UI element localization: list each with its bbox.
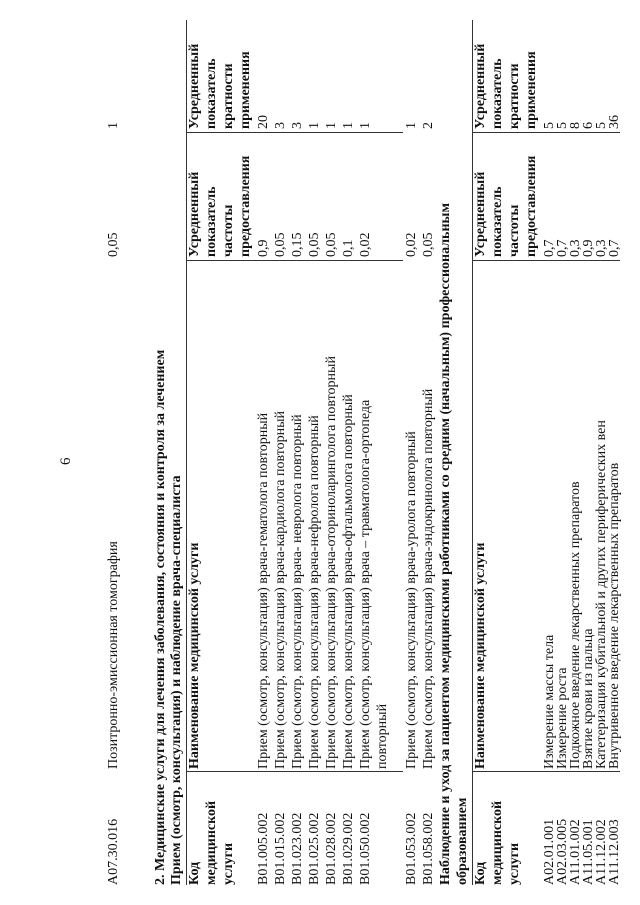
multiplicity-value: 20 (256, 115, 271, 129)
header-code: Код медицинской услуги (187, 800, 236, 885)
multiplicity-value: 8 (568, 122, 583, 129)
service-name: Прием (осмотр, консультация) врача-офтальмолога повторный (341, 394, 356, 769)
table-row (289, 20, 306, 885)
header-multiplicity: Усредненный показатель кратности применения (187, 43, 253, 129)
service-name: Измерение роста (555, 667, 570, 769)
service-code: A11.12.002 (594, 819, 609, 885)
multiplicity-value: 6 (581, 122, 596, 129)
table-row (403, 20, 420, 885)
table-row (306, 20, 323, 885)
table-row (323, 20, 340, 885)
frequency-value: 0,1 (341, 239, 356, 257)
service-code: B01.025.002 (307, 812, 322, 885)
frequency-value: 0,7 (542, 239, 557, 257)
frequency-value: 0,02 (358, 232, 373, 257)
table-row (340, 20, 357, 885)
frequency-value: 0,05 (421, 232, 436, 257)
header-frequency: Усредненный показатель частоты предоставления (473, 155, 539, 257)
multiplicity-value: 1 (106, 122, 121, 129)
service-code: A02.03.005 (555, 818, 570, 885)
service-name: Подкожное введение лекарственных препаратов (568, 481, 583, 769)
service-code: B01.029.002 (341, 812, 356, 885)
service-code: A07.30.016 (106, 818, 121, 885)
service-name: Прием (осмотр, консультация) врача-уролога повторный (404, 431, 419, 769)
multiplicity-value: 5 (555, 122, 570, 129)
frequency-value: 0,05 (273, 232, 288, 257)
service-name: Прием (осмотр, консультация) врача-гематолога повторный (256, 412, 271, 769)
multiplicity-value: 5 (594, 122, 609, 129)
multiplicity-value: 1 (358, 122, 373, 129)
table-row (420, 20, 437, 885)
service-name: Прием (осмотр, консультация) врача-эндокринолога повторный (421, 388, 436, 769)
table-row (606, 20, 623, 885)
service-name: Прием (осмотр, консультация) врача-оториноларинголога повторный (324, 356, 339, 769)
header-frequency: Усредненный показатель частоты предоставления (187, 155, 253, 257)
table-row (255, 20, 272, 885)
service-code: B01.023.002 (290, 812, 305, 885)
multiplicity-value: 1 (324, 122, 339, 129)
frequency-value: 0,05 (324, 232, 339, 257)
page-number: 6 (58, 457, 74, 465)
frequency-value: 0,7 (555, 239, 570, 257)
service-name: Внутривенное введение лекарственных препаратов (607, 462, 622, 769)
multiplicity-value: 36 (607, 115, 622, 129)
table-row (272, 20, 289, 885)
frequency-value: 0,02 (404, 232, 419, 257)
service-code: B01.015.002 (273, 812, 288, 885)
frequency-value: 0,3 (568, 239, 583, 257)
service-code: A02.01.001 (542, 818, 557, 885)
multiplicity-value: 1 (404, 122, 419, 129)
service-code: A11.12.003 (607, 819, 622, 885)
frequency-value: 0,05 (307, 232, 322, 257)
section-3-title-cont: образованием (455, 797, 470, 885)
multiplicity-value: 5 (542, 122, 557, 129)
service-code: B01.058.002 (421, 812, 436, 885)
service-name: Прием (осмотр, консультация) врача- невролога повторный (290, 414, 305, 769)
service-code: B01.053.002 (404, 812, 419, 885)
header-code: Код медицинской услуги (473, 800, 522, 885)
multiplicity-value: 3 (273, 122, 288, 129)
frequency-value: 0,7 (607, 239, 622, 257)
service-name: Измерение массы тела (542, 634, 557, 769)
service-name: Прием (осмотр, консультация) врача-нефролога повторный (307, 415, 322, 769)
section-3-title: Наблюдение и уход за пациентом медицинскими работниками со средним (начальным) профессиональным (438, 203, 453, 885)
frequency-value: 0,9 (581, 239, 596, 257)
frequency-value: 0,3 (594, 239, 609, 257)
service-code: B01.028.002 (324, 812, 339, 885)
frequency-value: 0,9 (256, 239, 271, 257)
multiplicity-value: 2 (421, 122, 436, 129)
service-code: A11.01.002 (568, 819, 583, 885)
section-2-title: 2. Медицинские услуги для лечения заболевания, состояния и контроля за лечением (153, 349, 168, 885)
multiplicity-value: 1 (341, 122, 356, 129)
service-name: Позитронно-эмиссионная томография (106, 541, 121, 769)
section-2-subtitle: Прием (осмотр, консультация) и наблюдение врача-специалиста (169, 475, 184, 885)
table-row-continuation (374, 20, 391, 885)
frequency-value: 0,05 (106, 232, 121, 257)
service-name: Катетеризация кубитальной и других периферических вен (594, 420, 609, 769)
service-code: B01.005.002 (256, 812, 271, 885)
service-code: B01.050.002 (358, 812, 373, 885)
table-row (357, 20, 374, 885)
service-code: A11.05.001 (581, 819, 596, 885)
header-name: Наименование медицинской услуги (473, 542, 488, 769)
frequency-value: 0,15 (290, 232, 305, 257)
multiplicity-value: 1 (307, 122, 322, 129)
service-name: Прием (осмотр, консультация) врача – травматолога-ортопеда (358, 399, 373, 769)
header-multiplicity: Усредненный показатель кратности применения (473, 43, 539, 129)
rotated-content (60, 20, 620, 885)
service-name: Прием (осмотр, консультация) врача-кардиолога повторный (273, 410, 288, 769)
table-row (105, 20, 122, 885)
service-name-continuation: повторный (375, 703, 390, 769)
service-name: Взятие крови из пальца (581, 628, 596, 769)
multiplicity-value: 3 (290, 122, 305, 129)
header-name: Наименование медицинской услуги (187, 542, 202, 769)
